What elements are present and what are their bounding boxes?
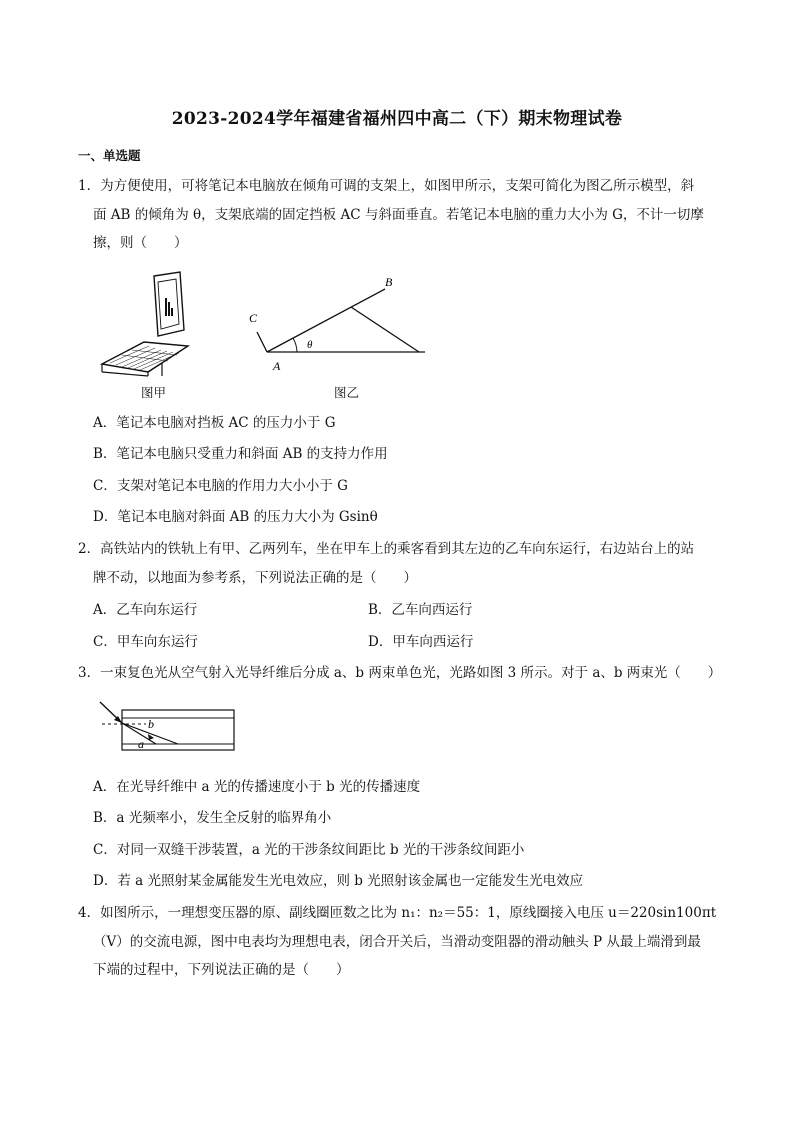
label-theta: θ <box>307 339 313 351</box>
question-1-line-1: 1．为方便使用，可将笔记本电脑放在倾角可调的支架上，如图甲所示，支架可简化为图乙所示模型，斜 <box>78 178 695 194</box>
question-2-line-2: 牌不动，以地面为参考系，下列说法正确的是（ ） <box>93 569 417 586</box>
q3-option-a: A．在光导纤维中 a 光的传播速度小于 b 光的传播速度 <box>93 779 421 795</box>
q1-option-d: D．笔记本电脑对斜面 AB 的压力大小为 Gsinθ <box>93 509 378 525</box>
q2-option-a: A．乙车向东运行 <box>93 602 198 618</box>
page-title: 2023-2024学年福建省福州四中高二（下）期末物理试卷 <box>171 109 623 129</box>
q2-option-b: B．乙车向西运行 <box>368 602 473 618</box>
q3-option-c: C．对同一双缝干涉装置，a 光的干涉条纹间距比 b 光的干涉条纹间距小 <box>93 842 525 858</box>
q2-option-d: D．甲车向西运行 <box>368 634 474 650</box>
question-4-line-2: （V）的交流电源，图中电表均为理想电表，闭合开关后，当滑动变阻器的滑动触头 P 从最上端滑到最 <box>93 933 701 950</box>
laptop-stand-figure <box>92 268 202 378</box>
question-4-line-3: 下端的过程中，下列说法正确的是（ ） <box>93 962 350 978</box>
question-1 <box>78 172 718 258</box>
figure-yi-caption: 图乙 <box>334 385 360 400</box>
question-2 <box>78 535 718 592</box>
q3-option-d: D．若 a 光照射某金属能发生光电效应，则 b 光照射该金属也一定能发生光电效应 <box>93 873 584 889</box>
label-c: C <box>249 311 258 325</box>
section-heading: 一、单选题 <box>78 148 141 163</box>
q1-option-a: A．笔记本电脑对挡板 AC 的压力小于 G <box>93 415 336 431</box>
optical-fiber-figure <box>92 698 242 760</box>
label-a: A <box>273 359 281 372</box>
question-3-line-1: 3．一束复色光从空气射入光导纤维后分成 a、b 两束单色光，光路如图 3 所示。对于 a、b 两束光（ ） <box>78 665 722 681</box>
label-b: B <box>385 275 393 289</box>
question-4 <box>78 899 738 985</box>
label-ray-a: a <box>138 737 144 751</box>
q1-option-c: C．支架对笔记本电脑的作用力大小小于 G <box>93 478 348 494</box>
q2-option-c: C．甲车向东运行 <box>93 634 198 650</box>
q1-option-b: B．笔记本电脑只受重力和斜面 AB 的支持力作用 <box>93 446 388 462</box>
question-1-line-2: 面 AB 的倾角为 θ，支架底端的固定挡板 AC 与斜面垂直。若笔记本电脑的重力大小为 G，不计一切摩 <box>93 206 704 223</box>
question-4-line-1: 4．如图所示，一理想变压器的原、副线圈匝数之比为 n₁：n₂＝55：1，原线圈接入电压 u＝220sin100πt <box>78 905 717 921</box>
question-1-line-3: 擦，则（ ） <box>93 235 188 251</box>
q3-option-b: B．a 光频率小，发生全反射的临界角小 <box>93 810 332 826</box>
stand-model-figure <box>245 272 445 372</box>
label-ray-b: b <box>148 717 154 731</box>
question-2-line-1: 2．高铁站内的铁轨上有甲、乙两列车，坐在甲车上的乘客看到其左边的乙车向东运行，右边站台上的站 <box>78 541 695 557</box>
question-3 <box>78 659 738 688</box>
figure-jia-caption: 图甲 <box>141 385 167 400</box>
